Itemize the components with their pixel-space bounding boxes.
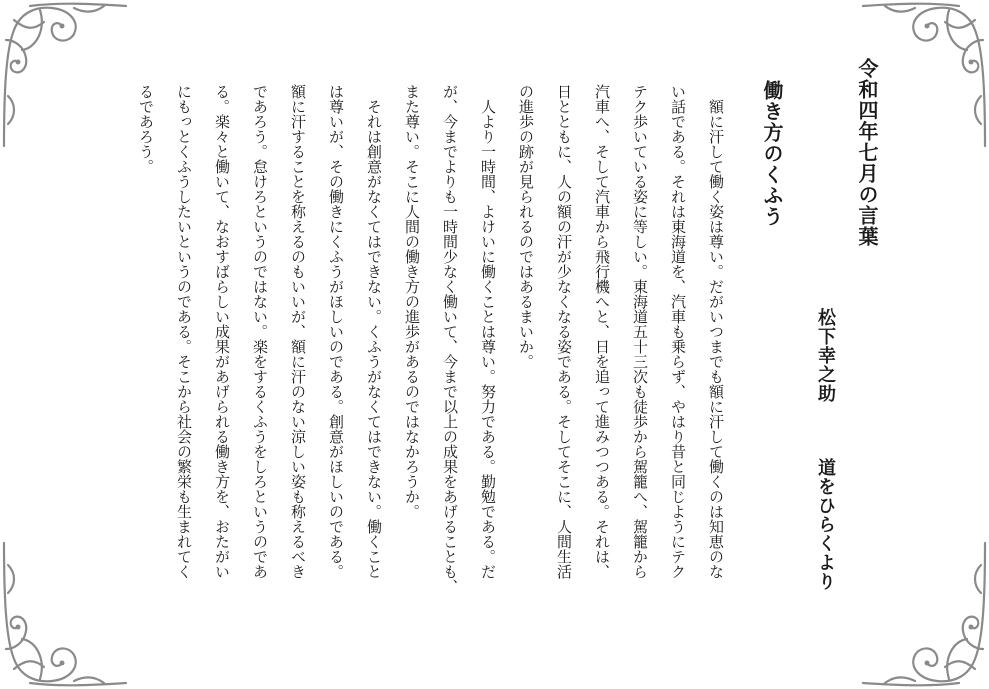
source-attribution: 道をひらくより bbox=[815, 458, 836, 591]
body-line: るであろう。 bbox=[137, 84, 155, 174]
corner-ornament-icon bbox=[0, 0, 130, 150]
body-line: 額に汗することを称えるのもいいが、額に汗のない涼しい姿も称えるべき bbox=[289, 84, 307, 579]
body-line: 汽車へ、そして汽車から飛行機へと、日を追って進みつつある。それは、 bbox=[593, 84, 611, 579]
body-line: にもっとくふうしたいというのである。そこから社会の繁栄も生まれてく bbox=[175, 84, 193, 579]
body-line: の進歩の跡が見られるのではあるまいか。 bbox=[517, 84, 535, 369]
body-line: それは創意がなくてはできない。くふうがなくてはできない。働くこと bbox=[365, 84, 383, 579]
body-line: は尊いが、その働きにくふうがほしいのである。創意がほしいのである。 bbox=[327, 84, 345, 579]
corner-ornament-icon bbox=[0, 539, 130, 689]
body-line: 額に汗して働く姿は尊い。だがいつまでも額に汗して働くのは知恵のな bbox=[707, 84, 725, 579]
body-line: 日とともに、人の額の汗が少なくなる姿である。そしてそこに、人間生活 bbox=[555, 84, 573, 579]
author-name: 松下幸之助 bbox=[815, 308, 836, 403]
body-line: る。楽々と働いて、なおすばらしい成果があげられる働き方を、おたがい bbox=[213, 84, 231, 579]
body-line: テク歩いている姿に等しい。東海道五十三次も徒歩から駕籠へ、駕籠から bbox=[631, 84, 649, 579]
section-heading: 働き方のくふう bbox=[760, 80, 784, 227]
body-line: であろう。怠けろというのではない。楽をするくふうをしろというのであ bbox=[251, 84, 269, 579]
corner-ornament-icon bbox=[859, 539, 989, 689]
body-line: また尊い。そこに人間の働き方の進歩があるのではなかろうか。 bbox=[403, 84, 421, 519]
body-line: が、今までよりも一時間少なく働いて、今まで以上の成果をあげることも、 bbox=[441, 84, 459, 594]
body-line: 人より一時間、よけいに働くことは尊い。努力である。勤勉である。だ bbox=[479, 84, 497, 579]
page-title: 令和四年七月の言葉 bbox=[855, 58, 879, 247]
body-line: い話である。それは東海道を、汽車も乗らず、やはり昔と同じようにテク bbox=[669, 84, 687, 579]
